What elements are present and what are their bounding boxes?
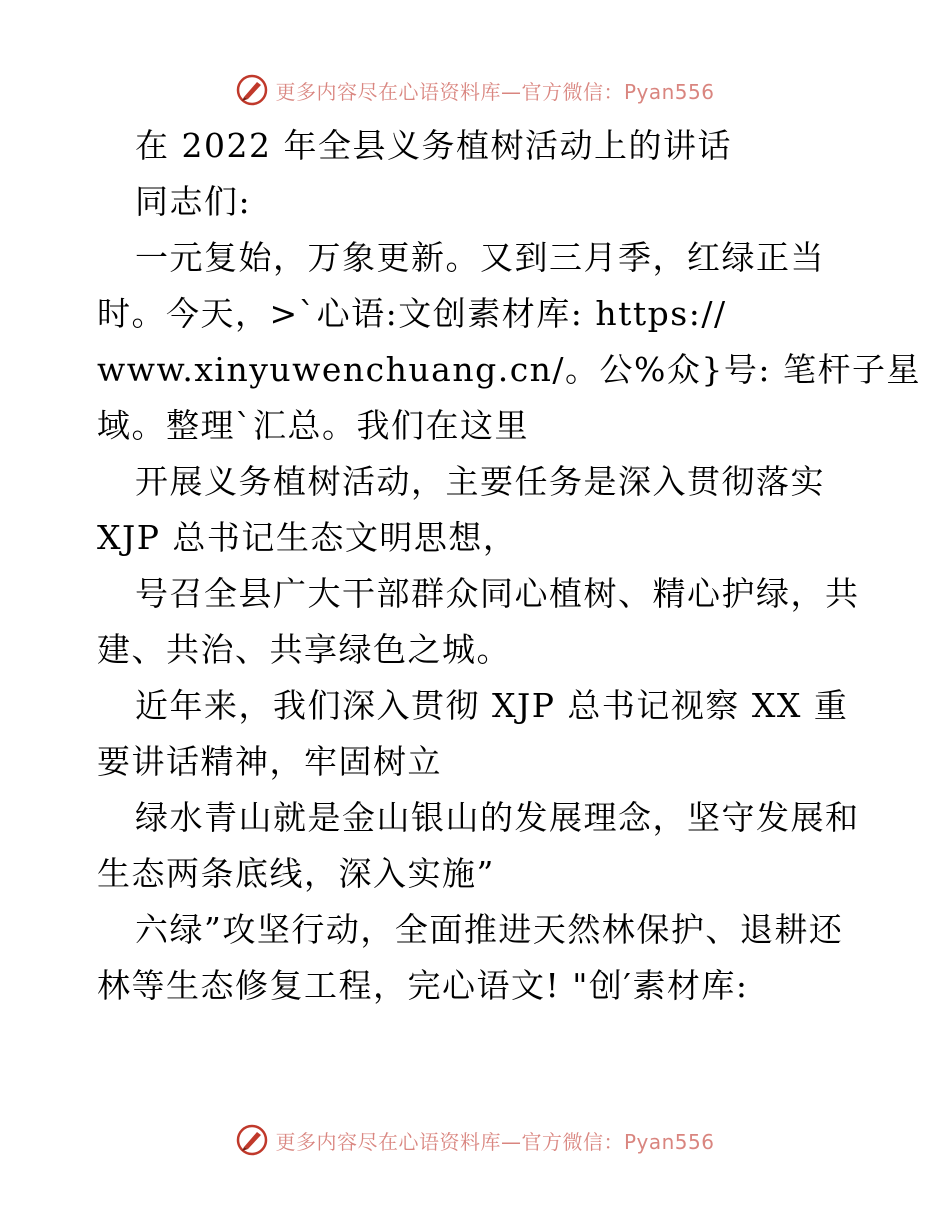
text-line: 开展义务植树活动，主要任务是深入贯彻落实 [135,462,825,501]
text-line: www.xinyuwenchuang.cn/。公%众}号: 笔杆子星 [97,350,922,389]
text-line: 在 2022 年全县义务植树活动上的讲话 [135,126,732,165]
pen-logo-icon [235,73,269,107]
text-line: 建、共治、共享绿色之城。 [97,630,511,669]
text-line: 绿水青山就是金山银山的发展理念，坚守发展和 [135,798,860,837]
pen-logo-icon [235,1123,269,1157]
text-line: XJP 总书记生态文明思想， [97,518,518,557]
text-line: 六绿”攻坚行动，全面推进天然林保护、退耕还 [135,910,844,949]
text-line: 一元复始，万象更新。又到三月季，红绿正当 [135,238,825,277]
text-line: 要讲话精神，牢固树立 [97,742,442,781]
text-line: 号召全县广大干部群众同心植树、精心护绿，共 [135,574,860,613]
text-line: 生态两条底线，深入实施” [97,854,495,893]
footer-watermark-banner [0,1120,950,1160]
footer-watermark-text: 更多内容尽在心语资料库—官方微信：Pyan556 [275,1129,715,1154]
text-line: 近年来，我们深入贯彻 XJP 总书记视察 XX 重 [135,686,849,725]
document-body [97,118,922,1014]
text-line: 林等生态修复工程，完心语文! "创′素材库: [97,966,749,1005]
text-line: 时。今天，>`心语:文创素材库: https:// [97,294,727,333]
text-line: 同志们: [135,182,252,221]
header-watermark-banner [0,70,950,110]
text-line: 域。整理`汇总。我们在这里 [97,406,529,445]
header-watermark-text: 更多内容尽在心语资料库—官方微信：Pyan556 [275,79,715,104]
